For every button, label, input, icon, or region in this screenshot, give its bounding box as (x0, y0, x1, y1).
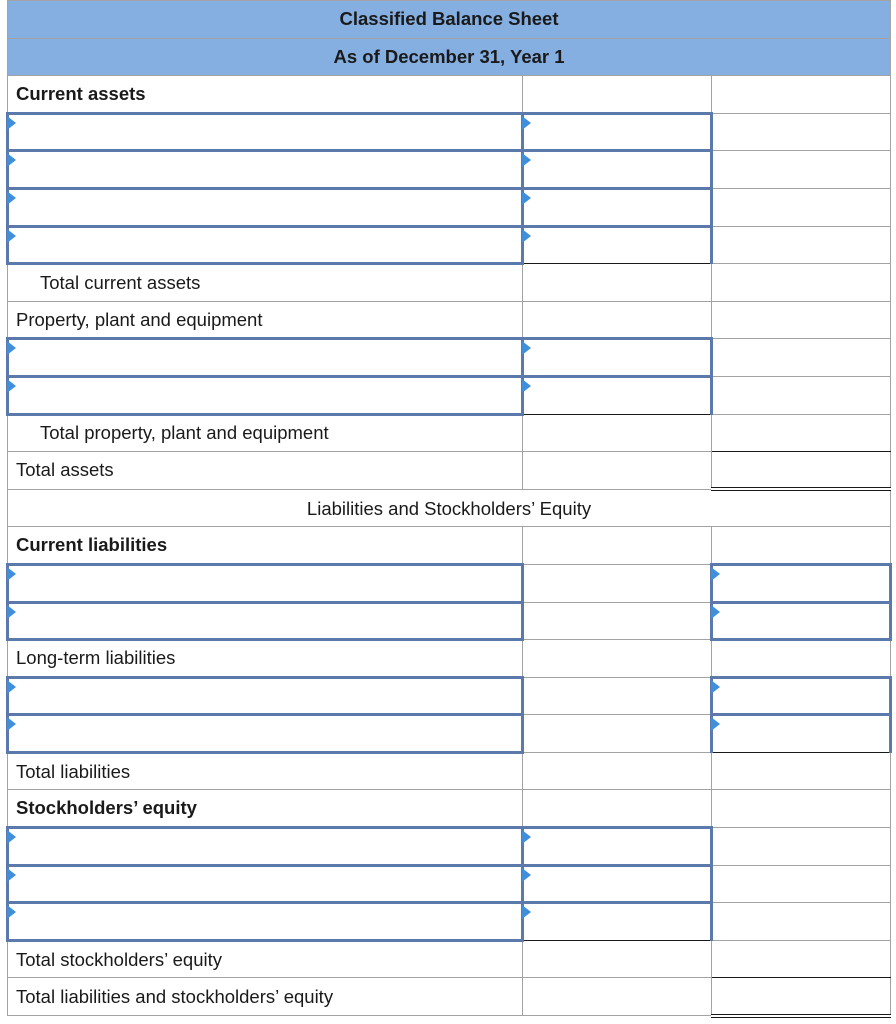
amount-cell (523, 715, 712, 753)
equity-amount-input[interactable] (523, 828, 712, 866)
total-cell (712, 640, 891, 678)
balance-sheet-table (6, 0, 892, 1018)
total-cell (712, 828, 891, 866)
total-cell (712, 414, 891, 452)
sheet-date: As of December 31, Year 1 (8, 38, 891, 76)
current-asset-row[interactable] (8, 188, 891, 226)
equity-amount-input[interactable] (523, 903, 712, 941)
sheet-title: Classified Balance Sheet (8, 1, 891, 39)
ppe-row[interactable] (8, 376, 891, 414)
long-term-liabilities-label: Long-term liabilities (8, 640, 523, 678)
total-ppe-row (8, 414, 891, 452)
current-asset-amount-input[interactable] (523, 226, 712, 264)
current-asset-amount-input[interactable] (523, 113, 712, 151)
total-cell (712, 188, 891, 226)
total-cell (712, 264, 891, 302)
total-liabilities-equity-label: Total liabilities and stockholders’ equity (8, 978, 523, 1016)
equity-name-dropdown[interactable] (8, 865, 523, 903)
ppe-row[interactable] (8, 339, 891, 377)
current-asset-row[interactable] (8, 113, 891, 151)
amount-cell (523, 677, 712, 715)
equity-header-row (8, 790, 891, 828)
current-asset-row[interactable] (8, 151, 891, 189)
current-liability-name-dropdown[interactable] (8, 602, 523, 640)
total-cell (712, 790, 891, 828)
amount-cell (523, 527, 712, 565)
current-asset-name-dropdown[interactable] (8, 188, 523, 226)
total-ppe-label: Total property, plant and equipment (8, 414, 523, 452)
long-term-liability-row[interactable] (8, 677, 891, 715)
ppe-header-row (8, 301, 891, 339)
total-cell (712, 301, 891, 339)
long-term-liability-amount-input[interactable] (712, 715, 891, 753)
amount-cell (523, 640, 712, 678)
total-cell (712, 903, 891, 941)
ppe-amount-input[interactable] (523, 376, 712, 414)
long-term-liability-name-dropdown[interactable] (8, 677, 523, 715)
total-cell (712, 865, 891, 903)
total-liabilities-row (8, 752, 891, 790)
total-cell (712, 226, 891, 264)
title-row (8, 1, 891, 39)
equity-amount-input[interactable] (523, 865, 712, 903)
amount-cell (523, 264, 712, 302)
amount-cell (523, 978, 712, 1016)
date-row (8, 38, 891, 76)
total-cell (712, 752, 891, 790)
current-asset-amount-input[interactable] (523, 151, 712, 189)
total-cell (712, 113, 891, 151)
total-cell (712, 339, 891, 377)
long-term-liability-name-dropdown[interactable] (8, 715, 523, 753)
amount-cell (523, 301, 712, 339)
total-assets-label: Total assets (8, 452, 523, 490)
total-cell (712, 527, 891, 565)
total-cell (712, 940, 891, 978)
long-term-liability-row[interactable] (8, 715, 891, 753)
current-liability-row[interactable] (8, 564, 891, 602)
current-liabilities-header-row (8, 527, 891, 565)
equity-row[interactable] (8, 903, 891, 941)
ppe-label: Property, plant and equipment (8, 301, 523, 339)
current-asset-amount-input[interactable] (523, 188, 712, 226)
total-current-assets-row (8, 264, 891, 302)
liabilities-section-row (8, 489, 891, 527)
amount-cell (523, 564, 712, 602)
equity-row[interactable] (8, 828, 891, 866)
total-cell (712, 76, 891, 114)
equity-name-dropdown[interactable] (8, 828, 523, 866)
total-liabilities-equity-row (8, 978, 891, 1016)
current-asset-row[interactable] (8, 226, 891, 264)
total-assets-row (8, 452, 891, 490)
amount-cell (523, 452, 712, 490)
current-liability-row[interactable] (8, 602, 891, 640)
current-liability-amount-input[interactable] (712, 564, 891, 602)
current-liabilities-label: Current liabilities (8, 527, 523, 565)
current-liability-name-dropdown[interactable] (8, 564, 523, 602)
amount-cell (523, 790, 712, 828)
total-equity-row (8, 940, 891, 978)
long-term-liability-amount-input[interactable] (712, 677, 891, 715)
current-assets-header-row (8, 76, 891, 114)
long-term-liabilities-header-row (8, 640, 891, 678)
current-asset-name-dropdown[interactable] (8, 113, 523, 151)
amount-cell (523, 940, 712, 978)
liabilities-section-title: Liabilities and Stockholders’ Equity (8, 489, 891, 527)
ppe-name-dropdown[interactable] (8, 339, 523, 377)
total-cell (712, 376, 891, 414)
ppe-amount-input[interactable] (523, 339, 712, 377)
amount-cell (523, 76, 712, 114)
total-liabilities-label: Total liabilities (8, 752, 523, 790)
total-equity-label: Total stockholders’ equity (8, 940, 523, 978)
amount-cell (523, 602, 712, 640)
total-assets-value (712, 452, 891, 490)
total-cell (712, 151, 891, 189)
equity-row[interactable] (8, 865, 891, 903)
equity-name-dropdown[interactable] (8, 903, 523, 941)
current-liability-amount-input[interactable] (712, 602, 891, 640)
total-current-assets-label: Total current assets (8, 264, 523, 302)
amount-cell (523, 414, 712, 452)
current-asset-name-dropdown[interactable] (8, 151, 523, 189)
equity-label: Stockholders’ equity (8, 790, 523, 828)
amount-cell (523, 752, 712, 790)
total-liabilities-equity-value (712, 978, 891, 1016)
current-assets-label: Current assets (8, 76, 523, 114)
current-asset-name-dropdown[interactable] (8, 226, 523, 264)
ppe-name-dropdown[interactable] (8, 376, 523, 414)
